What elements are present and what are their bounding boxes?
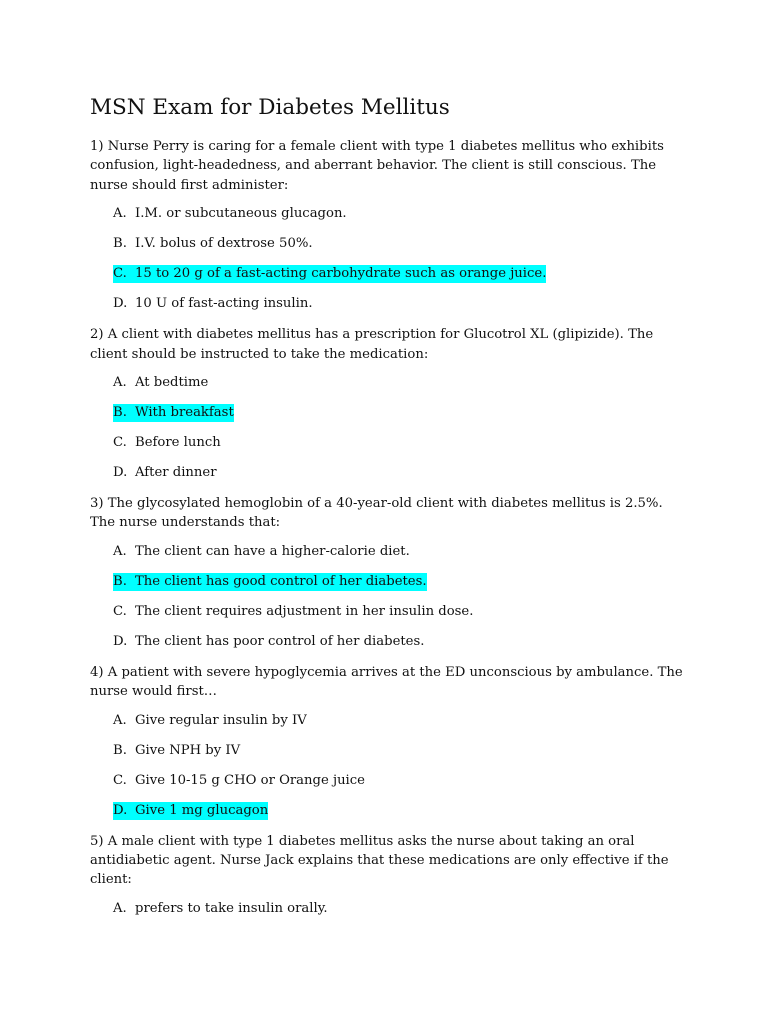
- question-list: [90, 137, 690, 918]
- option-letter: A.: [113, 206, 127, 222]
- answer-option-highlighted: [90, 265, 690, 283]
- document-page: [90, 94, 690, 930]
- option-letter: D.: [113, 296, 128, 312]
- option-text: I.V. bolus of dextrose 50%.: [135, 236, 313, 252]
- answer-option: [90, 235, 690, 253]
- answer-option: [90, 295, 690, 313]
- document-title: MSN Exam for Diabetes Mellitus: [90, 95, 450, 120]
- question-block: [90, 663, 690, 820]
- question-block: [90, 325, 690, 482]
- option-highlight: [113, 712, 307, 730]
- option-highlight: [113, 603, 473, 621]
- question-stem: 2) A client with diabetes mellitus has a prescription for Glucotrol XL (glipizide). The client should be instructed to take the medication:: [90, 327, 654, 362]
- question-block: [90, 494, 690, 651]
- option-text: 15 to 20 g of a fast-acting carbohydrate such as orange juice.: [135, 266, 547, 282]
- option-highlight: [113, 464, 217, 482]
- option-letter: A.: [113, 375, 127, 391]
- option-text: The client has good control of her diabetes.: [135, 573, 427, 589]
- answer-options: [90, 712, 690, 820]
- option-letter: C.: [113, 772, 127, 788]
- option-highlight: [113, 404, 234, 422]
- option-highlight: [113, 802, 268, 820]
- option-text: The client can have a higher-calorie diet.: [135, 543, 410, 559]
- answer-option: [90, 900, 690, 918]
- option-letter: A.: [113, 543, 127, 559]
- answer-options: [90, 374, 690, 482]
- option-highlight: [113, 772, 365, 790]
- option-letter: A.: [113, 712, 127, 728]
- answer-option: [90, 374, 690, 392]
- option-text: With breakfast: [135, 405, 234, 421]
- option-highlight: [113, 434, 221, 452]
- option-highlight: [113, 205, 347, 223]
- option-letter: D.: [113, 633, 128, 649]
- option-highlight: [113, 265, 546, 283]
- option-letter: B.: [113, 405, 127, 421]
- answer-option: [90, 712, 690, 730]
- option-text: Give 10-15 g CHO or Orange juice: [135, 772, 365, 788]
- option-text: The client requires adjustment in her insulin dose.: [135, 603, 474, 619]
- option-text: The client has poor control of her diabetes.: [135, 633, 425, 649]
- answer-option: [90, 742, 690, 760]
- option-letter: B.: [113, 742, 127, 758]
- option-letter: B.: [113, 573, 127, 589]
- option-text: After dinner: [135, 465, 217, 481]
- option-highlight: [113, 295, 313, 313]
- option-letter: C.: [113, 435, 127, 451]
- question-block: [90, 832, 690, 918]
- answer-option: [90, 772, 690, 790]
- answer-option-highlighted: [90, 573, 690, 591]
- option-letter: D.: [113, 802, 128, 818]
- answer-option: [90, 434, 690, 452]
- option-letter: D.: [113, 465, 128, 481]
- option-highlight: [113, 900, 328, 918]
- option-highlight: [113, 374, 208, 392]
- question-block: [90, 137, 690, 313]
- answer-options: [90, 543, 690, 651]
- option-text: I.M. or subcutaneous glucagon.: [135, 206, 347, 222]
- question-stem: 4) A patient with severe hypoglycemia arrives at the ED unconscious by ambulance. The nurse would first…: [90, 664, 683, 700]
- option-text: prefers to take insulin orally.: [135, 900, 328, 916]
- answer-option: [90, 603, 690, 621]
- option-text: 10 U of fast-acting insulin.: [135, 296, 313, 312]
- option-letter: B.: [113, 236, 127, 252]
- option-letter: A.: [113, 900, 127, 916]
- question-stem: 3) The glycosylated hemoglobin of a 40-year-old client with diabetes mellitus is 2.5%. The nurse understands that:: [90, 496, 663, 531]
- option-text: Give NPH by IV: [135, 742, 241, 758]
- answer-option-highlighted: [90, 802, 690, 820]
- answer-option: [90, 543, 690, 561]
- answer-option-highlighted: [90, 404, 690, 422]
- option-highlight: [113, 633, 424, 651]
- answer-option: [90, 205, 690, 223]
- question-stem: 5) A male client with type 1 diabetes mellitus asks the nurse about taking an oral antidiabetic agent. Nurse Jack explains that these medications are only effective if the client:: [90, 833, 669, 888]
- option-text: Give 1 mg glucagon: [135, 802, 269, 818]
- question-stem: 1) Nurse Perry is caring for a female client with type 1 diabetes mellitus who exhibits confusion, light-headedness, and aberrant behavior. The client is still conscious. The nurse should first administer:: [90, 139, 664, 193]
- answer-option: [90, 464, 690, 482]
- answer-options: [90, 205, 690, 313]
- option-letter: C.: [113, 603, 127, 619]
- answer-option: [90, 633, 690, 651]
- option-highlight: [113, 543, 410, 561]
- option-highlight: [113, 235, 313, 253]
- option-letter: C.: [113, 266, 127, 282]
- option-highlight: [113, 742, 240, 760]
- answer-options: [90, 900, 690, 918]
- option-highlight: [113, 573, 427, 591]
- option-text: Before lunch: [135, 435, 221, 451]
- option-text: At bedtime: [135, 375, 209, 391]
- option-text: Give regular insulin by IV: [135, 712, 307, 728]
